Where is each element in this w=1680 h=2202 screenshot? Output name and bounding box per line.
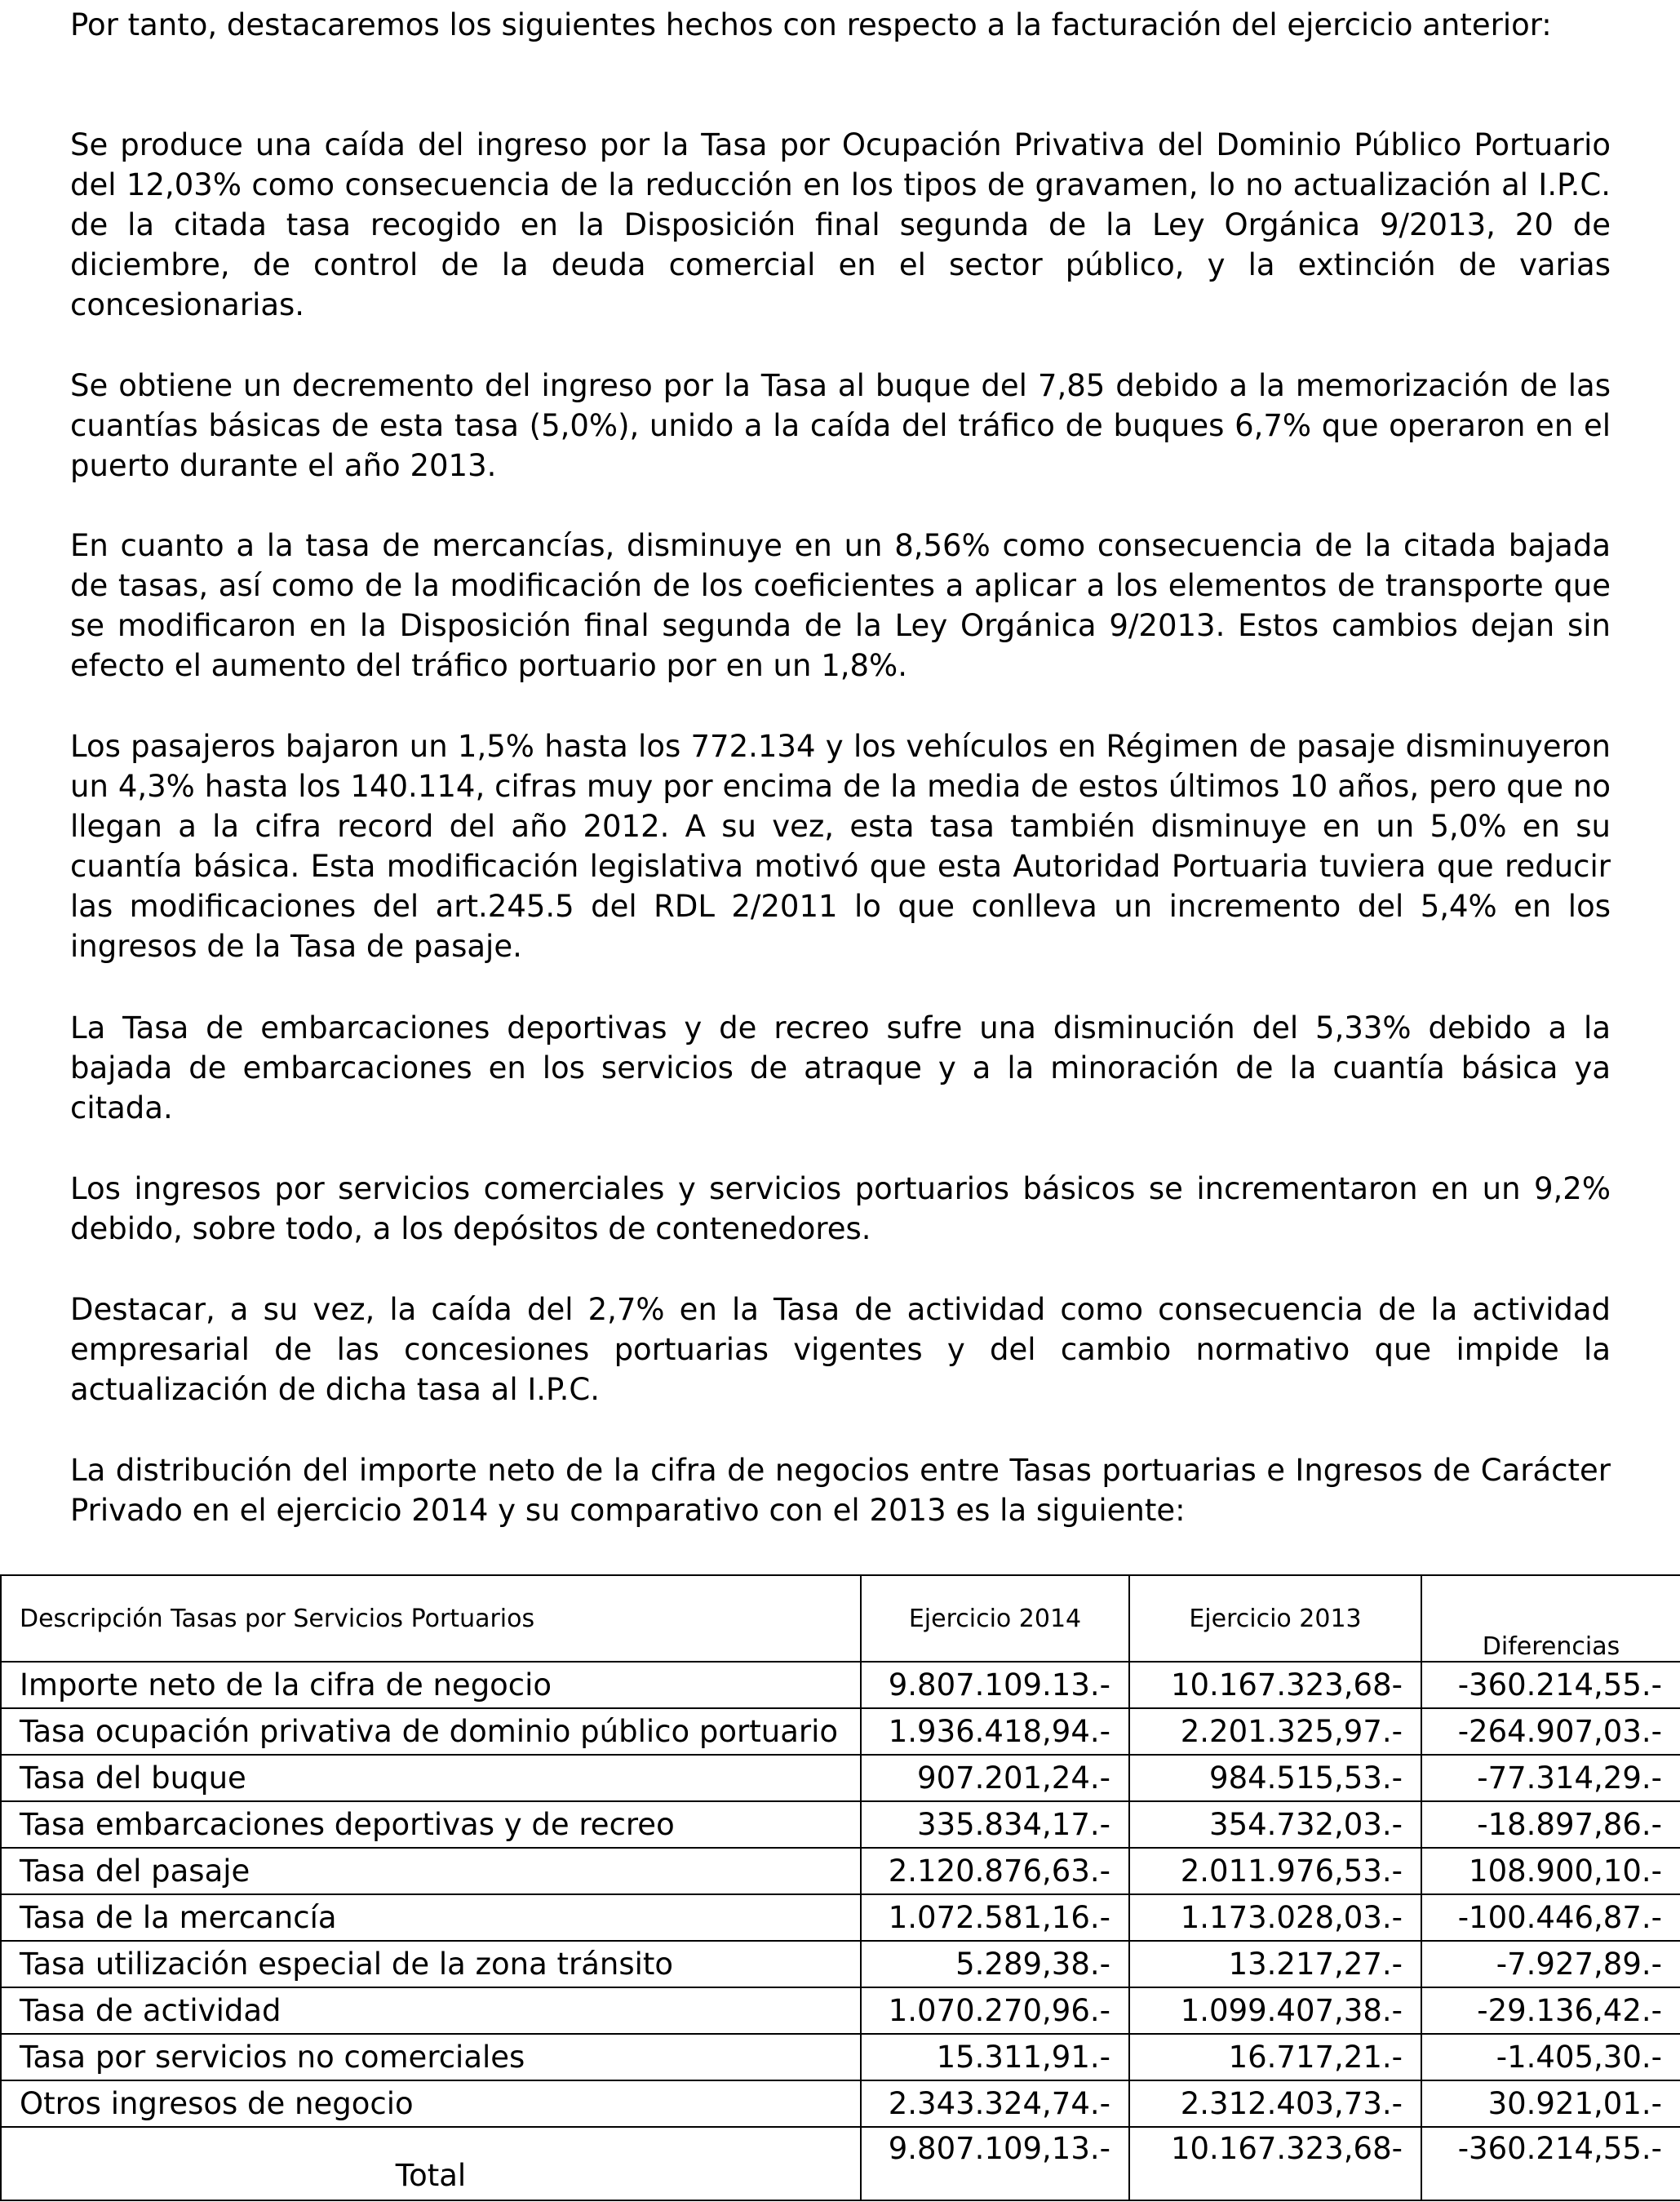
- row-value-2013: 2.011.976,53.-: [1129, 1848, 1421, 1894]
- row-difference: -77.314,29.-: [1421, 1755, 1680, 1801]
- paragraph-2: Se produce una caída del ingreso por la Tasa por Ocupación Privativa del Dominio Público Portuario del 12,03% como consecuencia de la reducción en los tipos de gravamen, lo no actualización al I.P.C. de la citada tasa recogido en la Disposición final segunda de la Ley Orgánica 9/2013, 20 de diciembre, de control de la deuda comercial en el sector público, y la extinción de varias concesionarias.: [70, 127, 1611, 322]
- table-row: [1, 1755, 1680, 1801]
- table-row: [1, 1941, 1680, 1987]
- row-value-2013: 354.732,03.-: [1129, 1801, 1421, 1848]
- row-value-2014: 1.070.270,96.-: [861, 1987, 1129, 2034]
- row-description: Tasa ocupación privativa de dominio público portuario: [1, 1708, 861, 1755]
- row-value-2014: 907.201,24.-: [861, 1755, 1129, 1801]
- row-description: Tasa de la mercancía: [1, 1894, 861, 1941]
- paragraph-4: En cuanto a la tasa de mercancías, disminuye en un 8,56% como consecuencia de la citada bajada de tasas, así como de la modificación de los coeficientes a aplicar a los elementos de transporte que se modificaron en la Disposición final segunda de la Ley Orgánica 9/2013. Estos cambios dejan sin efecto el aumento del tráfico portuario por en un 1,8%.: [70, 528, 1611, 683]
- row-description: Tasa del buque: [1, 1755, 861, 1801]
- table-total-row: [1, 2127, 1680, 2200]
- row-difference: -360.214,55.-: [1421, 1662, 1680, 1708]
- row-value-2013: 16.717,21.-: [1129, 2034, 1421, 2080]
- row-value-2013: 10.167.323,68-: [1129, 1662, 1421, 1708]
- row-value-2013: 1.099.407,38.-: [1129, 1987, 1421, 2034]
- table-row: [1, 1894, 1680, 1941]
- table-row: [1, 1987, 1680, 2034]
- row-description: Otros ingresos de negocio: [1, 2080, 861, 2127]
- paragraph-block-9: [70, 1450, 1611, 1530]
- row-value-2014: 1.936.418,94.-: [861, 1708, 1129, 1755]
- header-year-2014: Ejercicio 2014: [861, 1575, 1129, 1662]
- paragraph-block-6: [70, 1008, 1611, 1128]
- header-differences: Diferencias: [1421, 1575, 1680, 1662]
- table-row: [1, 2034, 1680, 2080]
- paragraph-block-5: [70, 726, 1611, 966]
- total-value-2013: 10.167.323,68-: [1129, 2127, 1421, 2200]
- row-value-2014: 335.834,17.-: [861, 1801, 1129, 1848]
- total-label: Total: [1, 2127, 861, 2200]
- table-row: [1, 1708, 1680, 1755]
- row-difference: -264.907,03.-: [1421, 1708, 1680, 1755]
- paragraph-9: La distribución del importe neto de la cifra de negocios entre Tasas portuarias e Ingresos de Carácter Privado en el ejercicio 2014 y su comparativo con el 2013 es la siguiente:: [70, 1453, 1611, 1528]
- paragraph-8: Destacar, a su vez, la caída del 2,7% en la Tasa de actividad como consecuencia de la actividad empresarial de las concesiones portuarias vigentes y del cambio normativo que impide la actualización de dicha tasa al I.P.C.: [70, 1292, 1611, 1407]
- paragraph-1: Por tanto, destacaremos los siguientes hechos con respecto a la facturación del ejercicio anterior:: [70, 7, 1552, 42]
- paragraph-intro: [70, 5, 1611, 45]
- paragraph-7: Los ingresos por servicios comerciales y servicios portuarios básicos se incrementaron en un 9,2% debido, sobre todo, a los depósitos de contenedores.: [70, 1171, 1611, 1246]
- table-row: [1, 1801, 1680, 1848]
- row-description: Tasa embarcaciones deportivas y de recreo: [1, 1801, 861, 1848]
- row-difference: -1.405,30.-: [1421, 2034, 1680, 2080]
- row-description: Tasa de actividad: [1, 1987, 861, 2034]
- row-value-2013: 13.217,27.-: [1129, 1941, 1421, 1987]
- header-year-2013: Ejercicio 2013: [1129, 1575, 1421, 1662]
- paragraph-block-2: [70, 125, 1611, 325]
- table-row: [1, 2080, 1680, 2127]
- row-value-2014: 15.311,91.-: [861, 2034, 1129, 2080]
- header-description: Descripción Tasas por Servicios Portuarios: [1, 1575, 861, 1662]
- row-value-2014: 1.072.581,16.-: [861, 1894, 1129, 1941]
- paragraph-block-8: [70, 1290, 1611, 1410]
- row-difference: -100.446,87.-: [1421, 1894, 1680, 1941]
- row-value-2014: 5.289,38.-: [861, 1941, 1129, 1987]
- revenue-table: [0, 1574, 1680, 2201]
- table-row: [1, 1848, 1680, 1894]
- row-value-2013: 984.515,53.-: [1129, 1755, 1421, 1801]
- row-difference: 30.921,01.-: [1421, 2080, 1680, 2127]
- row-value-2014: 2.343.324,74.-: [861, 2080, 1129, 2127]
- row-value-2013: 2.201.325,97.-: [1129, 1708, 1421, 1755]
- table-header-row: [1, 1575, 1680, 1662]
- paragraph-6: La Tasa de embarcaciones deportivas y de recreo sufre una disminución del 5,33% debido a la bajada de embarcaciones en los servicios de atraque y a la minoración de la cuantía básica ya citada.: [70, 1010, 1611, 1125]
- table-row: [1, 1662, 1680, 1708]
- row-value-2014: 9.807.109.13.-: [861, 1662, 1129, 1708]
- total-difference: -360.214,55.-: [1421, 2127, 1680, 2200]
- row-difference: 108.900,10.-: [1421, 1848, 1680, 1894]
- row-value-2014: 2.120.876,63.-: [861, 1848, 1129, 1894]
- row-difference: -29.136,42.-: [1421, 1987, 1680, 2034]
- paragraph-block-3: [70, 366, 1611, 486]
- row-difference: -7.927,89.-: [1421, 1941, 1680, 1987]
- row-difference: -18.897,86.-: [1421, 1801, 1680, 1848]
- row-description: Tasa por servicios no comerciales: [1, 2034, 861, 2080]
- row-description: Tasa del pasaje: [1, 1848, 861, 1894]
- table-body: [1, 1662, 1680, 2200]
- row-description: Importe neto de la cifra de negocio: [1, 1662, 861, 1708]
- row-description: Tasa utilización especial de la zona tránsito: [1, 1941, 861, 1987]
- row-value-2013: 2.312.403,73.-: [1129, 2080, 1421, 2127]
- total-value-2014: 9.807.109,13.-: [861, 2127, 1129, 2200]
- paragraph-block-4: [70, 526, 1611, 686]
- paragraph-5: Los pasajeros bajaron un 1,5% hasta los 772.134 y los vehículos en Régimen de pasaje disminuyeron un 4,3% hasta los 140.114, cifras muy por encima de la media de estos últimos 10 años, pero que no llegan a la cifra record del año 2012. A su vez, esta tasa también disminuye en un 5,0% en su cuantía básica. Esta modificación legislativa motivó que esta Autoridad Portuaria tuviera que reducir las modificaciones del art.245.5 del RDL 2/2011 lo que conlleva un incremento del 5,4% en los ingresos de la Tasa de pasaje.: [70, 729, 1611, 964]
- paragraph-3: Se obtiene un decremento del ingreso por la Tasa al buque del 7,85 debido a la memorización de las cuantías básicas de esta tasa (5,0%), unido a la caída del tráfico de buques 6,7% que operaron en el puerto durante el año 2013.: [70, 368, 1611, 483]
- row-value-2013: 1.173.028,03.-: [1129, 1894, 1421, 1941]
- paragraph-block-7: [70, 1169, 1611, 1249]
